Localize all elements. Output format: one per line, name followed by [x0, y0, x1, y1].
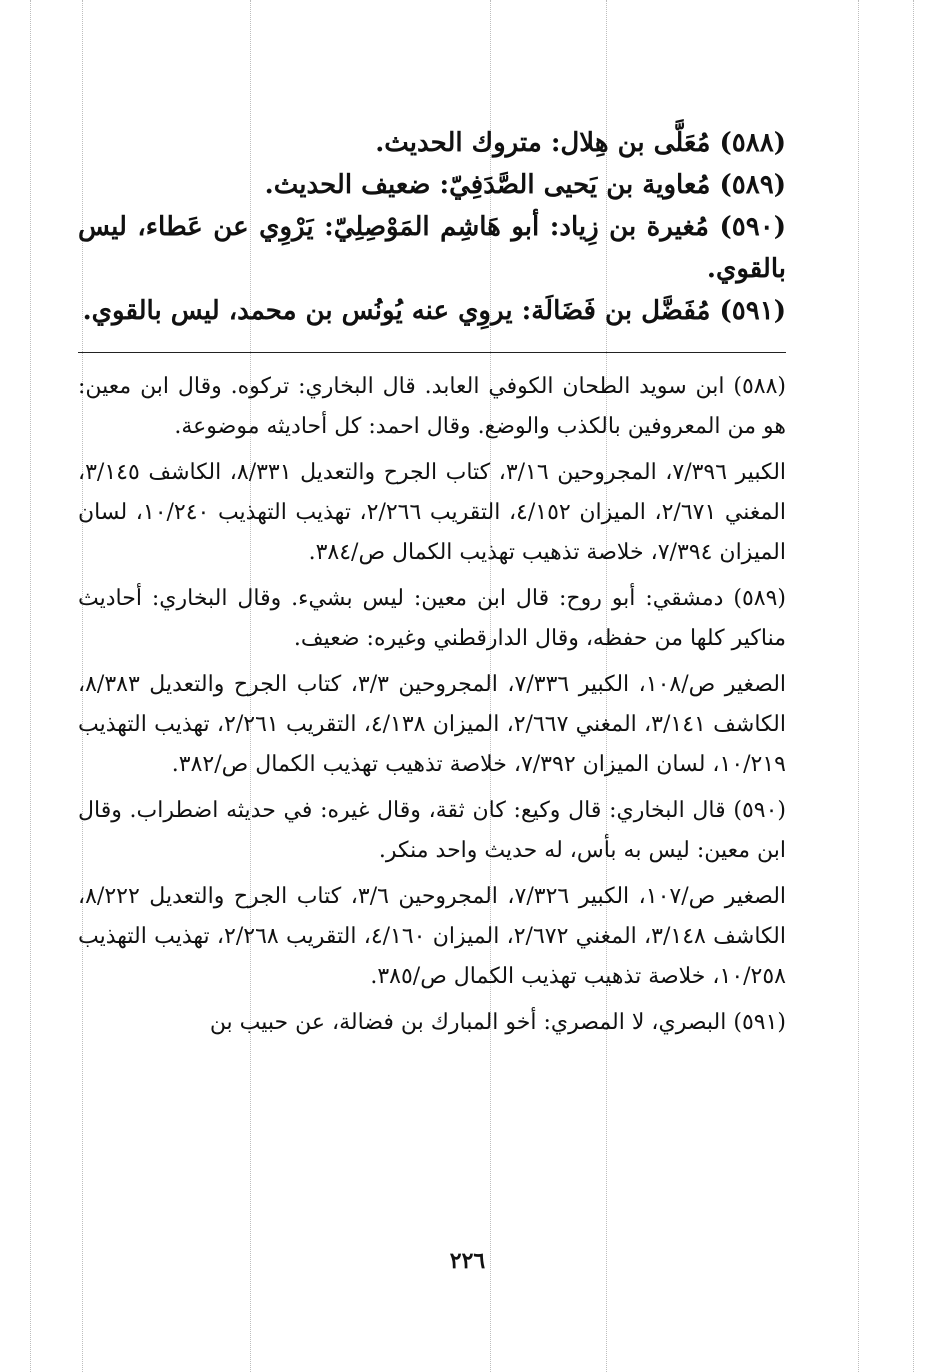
footnote-591: (٥٩١) البصري، لا المصري: أخو المبارك بن فضالة، عن حبيب بن: [209, 1010, 786, 1035]
scan-guide-line: [913, 0, 914, 1372]
page-number: ٢٢٦: [449, 1248, 486, 1274]
footnote-separator: [78, 352, 786, 353]
footnote-589-sources: الصغير ص/١٠٨، الكبير ٧/٣٣٦، المجروحين ٣/٣، كتاب الجرح والتعديل ٨/٣٨٣، الكاشف ٣/١٤١، المغني ٢/٦٦٧، الميزان ٤/١٣٨، التقريب ٢/٢٦١، تهذيب التهذيب ١٠/٢١٩، لسان الميزان ٧/٣٩٢، خلاصة تذهيب تهذيب الكمال ص/٣٨٢.: [78, 672, 787, 777]
entry-588: (٥٨٨) مُعَلَّى بن هِلال: متروك الحديث.: [375, 128, 786, 158]
scan-guide-line: [858, 0, 859, 1372]
main-entries: [78, 122, 786, 332]
footnote-589: (٥٨٩) دمشقي: أبو روح: قال ابن معين: ليس بشيء. وقال البخاري: أحاديث مناكير كلها من حفظه، وقال الدارقطني وغيره: ضعيف.: [78, 586, 786, 651]
entry-589: (٥٨٩) مُعاوية بن يَحيى الصَّدَفِيّ: ضعيف الحديث.: [264, 170, 786, 200]
entry-590: (٥٩٠) مُغيرة بن زِياد: أبو هَاشِم المَوْصِلِيّ: يَرْوِي عن عَطاء، ليس بالقوي.: [78, 212, 786, 284]
entry-591: (٥٩١) مُفَضَّل بن فَضَالَة: يروِي عنه يُونُس بن محمد، ليس بالقوي.: [82, 296, 786, 326]
footnotes: [78, 367, 786, 1043]
scan-guide-line: [30, 0, 31, 1372]
footnote-588: (٥٨٨) ابن سويد الطحان الكوفي العابد. قال البخاري: تركوه. وقال ابن معين: هو من المعروفين بالكذب والوضع. وقال احمد: كل أحاديثه موضوعة.: [78, 374, 786, 439]
footnote-590: (٥٩٠) قال البخاري: قال وكيع: كان ثقة، وقال غيره: في حديثه اضطراب. وقال ابن معين: ليس به بأس، له حديث واحد منكر.: [78, 798, 786, 863]
book-page: [78, 122, 786, 1049]
footnote-588-sources: الكبير ٧/٣٩٦، المجروحين ٣/١٦، كتاب الجرح والتعديل ٨/٣٣١، الكاشف ٣/١٤٥، المغني ٢/٦٧١، الميزان ٤/١٥٢، التقريب ٢/٢٦٦، تهذيب التهذيب ١٠/٢٤٠، لسان الميزان ٧/٣٩٤، خلاصة تذهيب تهذيب الكمال ص/٣٨٤.: [78, 460, 787, 565]
footnote-590-sources: الصغير ص/١٠٧، الكبير ٧/٣٢٦، المجروحين ٣/٦، كتاب الجرح والتعديل ٨/٢٢٢، الكاشف ٣/١٤٨، المغني ٢/٦٧٢، الميزان ٤/١٦٠، التقريب ٢/٢٦٨، تهذيب التهذيب ١٠/٢٥٨، خلاصة تذهيب تهذيب الكمال ص/٣٨٥.: [78, 884, 787, 989]
